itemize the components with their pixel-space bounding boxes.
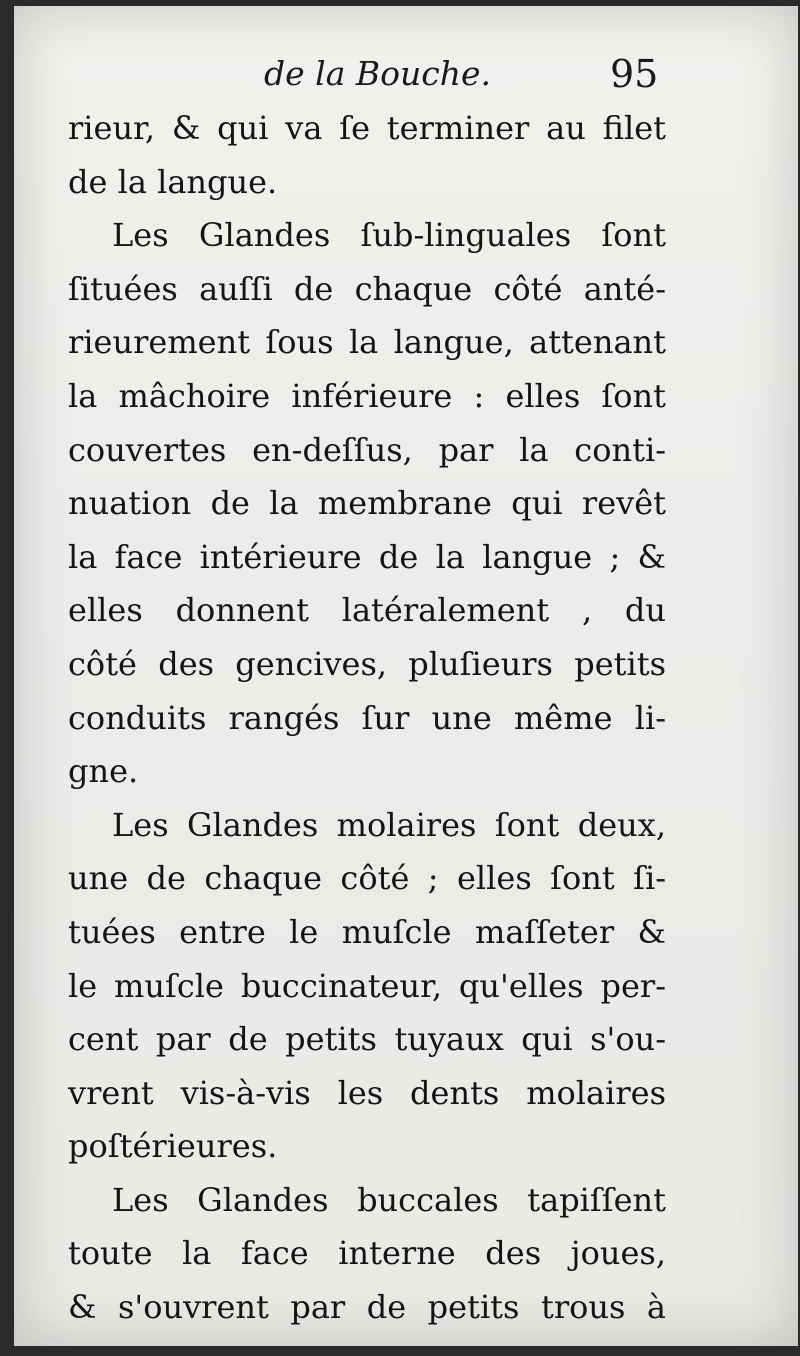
body-text xyxy=(68,102,666,1335)
text-line: Les Glandes molaires ſont deux, xyxy=(112,805,666,844)
text-line: une de chaque côté ; elles ſont ſi- xyxy=(68,859,666,898)
text-line: couvertes en-deſſus, par la conti- xyxy=(68,430,666,469)
text-line: ſituées auſſi de chaque côté anté- xyxy=(68,269,666,308)
running-head: de la Bouche. xyxy=(264,54,491,93)
book-page xyxy=(14,6,798,1346)
text-line: & s'ouvrent par de petits trous à xyxy=(68,1288,666,1327)
text-line: conduits rangés ſur une même li- xyxy=(68,698,666,737)
text-line: le muſcle buccinateur, qu'elles per- xyxy=(68,966,666,1005)
text-line: la face intérieure de la langue ; & xyxy=(68,537,666,576)
text-line: Les Glandes ſub-linguales ſont xyxy=(112,216,666,255)
page-number: 95 xyxy=(610,52,659,96)
text-line: toute la face interne des joues, xyxy=(68,1234,666,1273)
text-line: elles donnent latéralement , du xyxy=(68,591,666,630)
text-line: vrent vis-à-vis les dents molaires xyxy=(68,1073,666,1112)
text-line: poſtérieures. xyxy=(68,1127,278,1166)
text-line: cent par de petits tuyaux qui s'ou- xyxy=(68,1020,666,1059)
text-line: tuées entre le muſcle maſſeter & xyxy=(68,912,666,951)
text-line: rieur, & qui va ſe terminer au filet xyxy=(68,109,666,147)
text-line: nuation de la membrane qui revêt xyxy=(68,484,666,523)
text-line: Les Glandes buccales tapiſſent xyxy=(112,1180,666,1219)
text-line: côté des gencives, pluſieurs petits xyxy=(68,644,666,683)
text-line: de la langue. xyxy=(68,162,278,201)
text-line: la mâchoire inférieure : elles ſont xyxy=(68,376,666,415)
text-line: rieurement ſous la langue, attenant xyxy=(68,323,666,362)
page-header xyxy=(74,54,674,104)
text-line: gne. xyxy=(68,752,139,791)
